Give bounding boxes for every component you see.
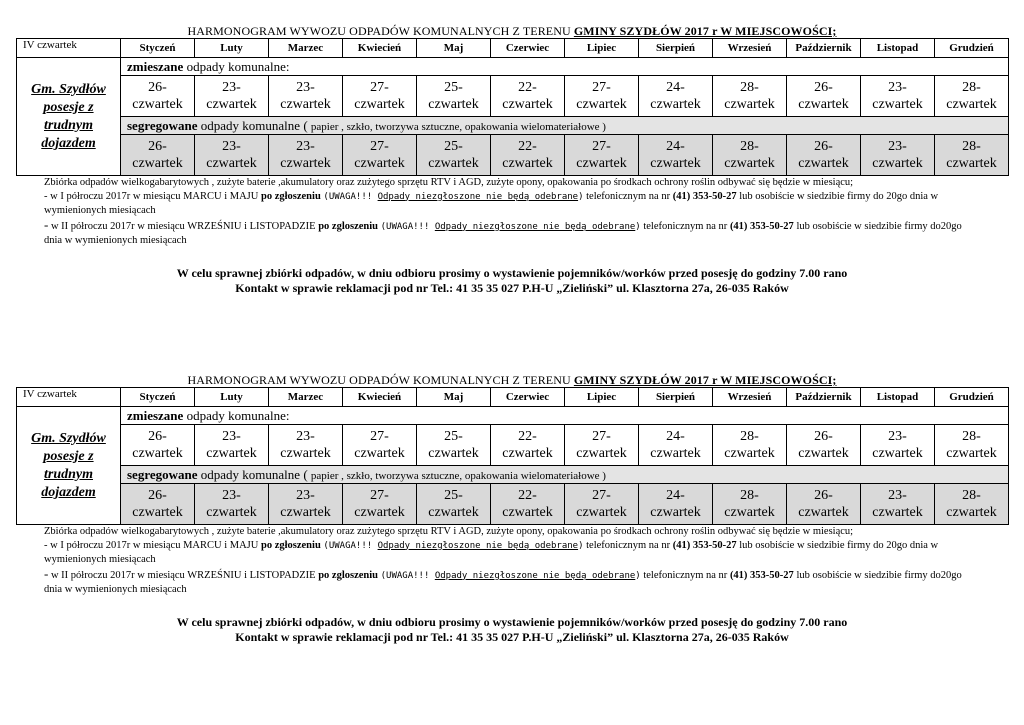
pickup-date-cell [787,76,861,117]
second-half-tail: lub osobiście w siedzibie firmy do20go dnia w wymienionych miesiącach [44,220,962,246]
pickup-day: 28- [962,429,981,444]
pickup-weekday: czwartek [798,505,849,520]
pickup-day: 27- [592,429,611,444]
phone-number: (41) 353-50-27 [729,569,794,581]
pickup-weekday: czwartek [724,97,775,112]
warning-prefix: (UWAGA!!! [323,540,378,551]
pickup-date-cell [121,135,195,176]
pickup-date-cell [417,76,491,117]
warning-text [323,541,583,551]
pickup-day: 26- [814,429,833,444]
pickup-date-cell [269,135,343,176]
month-header: Czerwiec [491,39,565,58]
first-half-note [44,539,968,567]
pickup-date-cell [417,135,491,176]
pickup-day: 25- [444,80,463,95]
pickup-date-cell [639,135,713,176]
title-municipality: GMINY SZYDŁÓW 2017 r W MIEJSCOWOŚCI; [573,373,837,387]
first-half-tail: lub osobiście w siedzibie firmy do 20go dnia w wymienionych miesiącach [44,190,939,216]
pickup-date-cell [861,76,935,117]
locality-name [17,407,121,525]
pickup-day: 23- [222,429,241,444]
pickup-day: 28- [962,139,981,154]
contact-info [16,266,1008,296]
pickup-weekday: czwartek [650,446,701,461]
segregated-waste-dates-row [17,135,1009,176]
schedule-title [16,373,1008,387]
pickup-date-cell [491,135,565,176]
warning-prefix: (UWAGA!!! [323,191,378,202]
contact-info [16,615,1008,645]
pickup-weekday: czwartek [724,505,775,520]
pickup-weekday: czwartek [206,156,257,171]
bulky-waste-intro: Zbiórka odpadów wielkogabarytowych , zużyte baterie ,akumulatory oraz zużytego sprzętu RTV i AGD, zużyte opony, opakowania po środkach ochrony roślin odbywać się będzie w miesiącu; [44,526,854,537]
pickup-day: 22- [518,429,537,444]
pickup-date-cell [195,425,269,466]
pickup-date-cell [343,484,417,525]
month-header: Wrzesień [713,39,787,58]
pickup-date-cell [713,425,787,466]
pickup-day: 23- [296,429,315,444]
pickup-date-cell [343,76,417,117]
second-half-request: po zgloszeniu [318,220,378,232]
pickup-date-cell [269,484,343,525]
pickup-date-cell [195,135,269,176]
segregated-waste-term: segregowane [127,466,198,482]
pickup-weekday: czwartek [872,505,923,520]
warning-prefix: (UWAGA!!! [380,221,435,232]
pickup-weekday: czwartek [280,156,331,171]
pickup-date-cell [787,135,861,176]
pickup-day: 28- [740,488,759,503]
pickup-date-cell [935,76,1009,117]
pickup-day: 23- [888,139,907,154]
second-half-text: w II półroczu 2017r w miesiącu WRZEŚNIU i LISTOPADZIE [48,220,319,232]
mixed-waste-label [121,58,1009,76]
pickup-day: 27- [592,80,611,95]
pickup-day: 23- [296,488,315,503]
pickup-day: 24- [666,139,685,154]
second-half-note: - w II półroczu 2017r w miesiącu WRZEŚNIU i LISTOPADZIE po zgloszeniu (UWAGA!!! Odpady niezgłoszone nie będą odebrane) telefonicznym na nr (41) 353-50-27 lub osobiście w siedzibie firmy do20go dnia w wymienionych miesiącach [44,565,962,595]
month-header: Styczeń [121,388,195,407]
pickup-weekday: czwartek [502,156,553,171]
warning-text [381,222,641,232]
pickup-date-cell [417,484,491,525]
pickup-date-cell [195,484,269,525]
pickup-day: 22- [518,488,537,503]
pickup-day: 27- [370,139,389,154]
pickup-weekday: czwartek [724,156,775,171]
warning-message: Odpady niezgłoszone nie będą odebrane [434,570,636,581]
pickup-weekday: czwartek [206,505,257,520]
month-header: Marzec [269,39,343,58]
month-header: Sierpień [639,39,713,58]
pickup-date-cell [639,484,713,525]
pickup-date-cell [935,135,1009,176]
title-prefix: HARMONOGRAM WYWOZU ODPADÓW KOMUNALNYCH Z TERENU [187,24,574,38]
pickup-day: 27- [592,488,611,503]
second-half-text: w II półroczu 2017r w miesiącu WRZEŚNIU i LISTOPADZIE [48,569,319,581]
warning-message: Odpady niezgłoszone nie będą odebrane [377,540,579,551]
segregated-waste-term: segregowane [127,117,198,133]
warning-message: Odpady niezgłoszone nie będą odebrane [434,221,636,232]
pickup-day: 26- [148,429,167,444]
month-header: Styczeń [121,39,195,58]
pickup-date-cell [269,425,343,466]
segregated-waste-label [121,466,1009,484]
month-header: Maj [417,388,491,407]
pickup-date-cell [121,484,195,525]
bin-placement-notice: W celu sprawnej zbiórki odpadów, w dniu odbioru prosimy o wystawienie pojemników/worków przed posesję do godziny 7.00 rano [176,265,848,280]
month-header: Grudzień [935,39,1009,58]
pickup-date-cell [713,76,787,117]
title-prefix: HARMONOGRAM WYWOZU ODPADÓW KOMUNALNYCH Z TERENU [187,373,574,387]
pickup-date-cell [343,425,417,466]
pickup-date-cell [195,76,269,117]
segregated-waste-types: papier , szkło, tworzywa sztuczne, opakowania wielomateriałowe ) [310,120,606,133]
pickup-weekday: czwartek [428,97,479,112]
first-half-request: po zgłoszeniu [260,190,321,202]
pickup-weekday: czwartek [798,156,849,171]
pickup-weekday: czwartek [650,505,701,520]
pickup-date-cell [565,135,639,176]
pickup-date-cell [639,76,713,117]
month-header: Luty [195,39,269,58]
mixed-waste-rest: odpady komunalne: [183,58,290,74]
locality-line: posesje z [43,99,94,115]
pickup-date-cell [935,484,1009,525]
pickup-date-cell [787,425,861,466]
month-header: Listopad [861,39,935,58]
month-header: Czerwiec [491,388,565,407]
pickup-weekday: czwartek [132,156,183,171]
pickup-date-cell [343,135,417,176]
pickup-weekday: czwartek [576,156,627,171]
pickup-day: 28- [962,488,981,503]
pickup-weekday: czwartek [872,97,923,112]
schedule-block-1 [16,24,1008,296]
month-header: Luty [195,388,269,407]
pickup-weekday: czwartek [280,97,331,112]
mixed-waste-category-row [17,407,1009,425]
phone-intro: telefonicznym na nr [640,569,730,581]
month-header: Listopad [861,388,935,407]
pickup-day: 23- [222,488,241,503]
pickup-weekday: czwartek [576,505,627,520]
phone-intro: telefonicznym na nr [583,190,673,202]
month-header: Sierpień [639,388,713,407]
pickup-date-cell [565,484,639,525]
locality-line: dojazdem [41,135,96,151]
pickup-weekday: czwartek [132,446,183,461]
month-header: Marzec [269,388,343,407]
pickup-date-cell [491,425,565,466]
pickup-weekday: czwartek [946,97,997,112]
mixed-waste-rest: odpady komunalne: [183,407,290,423]
first-half-request: po zgłoszeniu [260,539,321,551]
pickup-day: 26- [148,488,167,503]
month-header: Wrzesień [713,388,787,407]
pickup-date-cell [121,76,195,117]
pickup-date-cell [713,135,787,176]
header-row [17,388,1009,407]
pickup-weekday: czwartek [132,505,183,520]
pickup-day: 28- [962,80,981,95]
pickup-date-cell [269,76,343,117]
pickup-weekday: czwartek [650,156,701,171]
schedule-block-2 [16,373,1008,645]
pickup-day: 27- [370,488,389,503]
locality-line: trudnym [43,466,93,482]
schedule-table [16,387,1009,525]
pickup-date-cell [565,425,639,466]
pickup-day: 28- [740,80,759,95]
pickup-day: 24- [666,488,685,503]
locality-line: dojazdem [41,484,96,500]
pickup-day: 25- [444,488,463,503]
pickup-day: 26- [814,139,833,154]
pickup-day: 23- [296,139,315,154]
pickup-date-cell [861,135,935,176]
pickup-weekday: czwartek [354,505,405,520]
locality-line: trudnym [43,117,93,133]
pickup-date-cell [935,425,1009,466]
pickup-day: 25- [444,429,463,444]
pickup-day: 25- [444,139,463,154]
pickup-day: 23- [296,80,315,95]
warning-suffix: ) [578,540,584,551]
segregated-waste-label [121,117,1009,135]
pickup-weekday: czwartek [502,97,553,112]
pickup-weekday: czwartek [354,97,405,112]
warning-suffix: ) [578,191,584,202]
locality-line: posesje z [43,448,94,464]
title-municipality: GMINY SZYDŁÓW 2017 r W MIEJSCOWOŚCI; [573,24,837,38]
pickup-day: 24- [666,80,685,95]
pickup-day: 26- [148,139,167,154]
month-header: Kwiecień [343,388,417,407]
complaints-contact: Kontakt w sprawie reklamacji pod nr Tel.: 41 35 35 027 P.H-U „Zieliński” ul. Klasztorna 27a, 26-035 Raków [235,280,789,295]
pickup-weekday: czwartek [280,505,331,520]
month-header: Październik [787,388,861,407]
bin-placement-notice: W celu sprawnej zbiórki odpadów, w dniu odbioru prosimy o wystawienie pojemników/worków przed posesję do godziny 7.00 rano [176,614,848,629]
second-half-tail: lub osobiście w siedzibie firmy do20go dnia w wymienionych miesiącach [44,569,962,595]
pickup-weekday: czwartek [946,505,997,520]
segregated-waste-category-row [17,117,1009,135]
month-header: Grudzień [935,388,1009,407]
phone-number: (41) 353-50-27 [729,220,794,232]
bulky-waste-notes [16,176,1008,248]
second-half-request: po zgloszeniu [318,569,378,581]
pickup-day: 27- [370,429,389,444]
pickup-day: 27- [370,80,389,95]
segregated-waste-rest: odpady komunalne ( [197,466,311,482]
pickup-weekday: czwartek [724,446,775,461]
pickup-weekday: czwartek [946,446,997,461]
day-label: IV czwartek [17,39,121,58]
first-half-text: - w I półroczu 2017r w miesiącu MARCU i MAJU [44,539,261,551]
pickup-date-cell [787,484,861,525]
pickup-day: 23- [888,488,907,503]
pickup-date-cell [861,484,935,525]
phone-number: (41) 353-50-27 [672,190,737,202]
pickup-day: 22- [518,139,537,154]
pickup-day: 24- [666,429,685,444]
warning-prefix: (UWAGA!!! [380,570,435,581]
month-header: Lipiec [565,388,639,407]
phone-intro: telefonicznym na nr [640,220,730,232]
pickup-weekday: czwartek [872,156,923,171]
mixed-waste-term: zmieszane [127,407,184,423]
phone-intro: telefonicznym na nr [583,539,673,551]
pickup-weekday: czwartek [428,505,479,520]
mixed-waste-label [121,407,1009,425]
segregated-waste-types: papier , szkło, tworzywa sztuczne, opakowania wielomateriałowe ) [310,469,606,482]
segregated-waste-dates-row [17,484,1009,525]
mixed-waste-category-row [17,58,1009,76]
pickup-day: 28- [740,139,759,154]
warning-suffix: ) [635,570,641,581]
first-half-tail: lub osobiście w siedzibie firmy do 20go dnia w wymienionych miesiącach [44,539,939,565]
pickup-weekday: czwartek [280,446,331,461]
bulky-waste-intro: Zbiórka odpadów wielkogabarytowych , zużyte baterie ,akumulatory oraz zużytego sprzętu RTV i AGD, zużyte opony, opakowania po środkach ochrony roślin odbywać się będzie w miesiącu; [44,177,854,188]
pickup-weekday: czwartek [946,156,997,171]
schedule-title [16,24,1008,38]
pickup-date-cell [121,425,195,466]
month-header: Kwiecień [343,39,417,58]
warning-suffix: ) [635,221,641,232]
pickup-weekday: czwartek [354,156,405,171]
pickup-day: 23- [222,139,241,154]
phone-number: (41) 353-50-27 [672,539,737,551]
locality-line: Gm. Szydłów [31,430,106,446]
pickup-day: 23- [888,80,907,95]
header-row [17,39,1009,58]
pickup-date-cell [861,425,935,466]
mixed-waste-dates-row [17,425,1009,466]
bulky-waste-notes [16,525,1008,597]
day-label: IV czwartek [17,388,121,407]
pickup-weekday: czwartek [354,446,405,461]
pickup-weekday: czwartek [428,156,479,171]
pickup-day: 23- [222,80,241,95]
warning-message: Odpady niezgłoszone nie będą odebrane [377,191,579,202]
month-header: Październik [787,39,861,58]
pickup-weekday: czwartek [872,446,923,461]
locality-line: Gm. Szydłów [31,81,106,97]
pickup-day: 28- [740,429,759,444]
pickup-weekday: czwartek [206,446,257,461]
pickup-day: 23- [888,429,907,444]
mixed-waste-dates-row [17,76,1009,117]
complaints-contact: Kontakt w sprawie reklamacji pod nr Tel.: 41 35 35 027 P.H-U „Zieliński” ul. Klasztorna 27a, 26-035 Raków [235,629,789,644]
warning-text [381,571,641,581]
pickup-date-cell [491,484,565,525]
pickup-day: 26- [814,488,833,503]
pickup-day: 22- [518,80,537,95]
pickup-weekday: czwartek [428,446,479,461]
locality-name [17,58,121,176]
month-header: Maj [417,39,491,58]
segregated-waste-category-row [17,466,1009,484]
pickup-date-cell [713,484,787,525]
second-half-note: - w II półroczu 2017r w miesiącu WRZEŚNIU i LISTOPADZIE po zgloszeniu (UWAGA!!! Odpady niezgłoszone nie będą odebrane) telefonicznym na nr (41) 353-50-27 lub osobiście w siedzibie firmy do20go dnia w wymienionych miesiącach [44,216,962,246]
segregated-waste-rest: odpady komunalne ( [197,117,311,133]
pickup-day: 26- [814,80,833,95]
pickup-weekday: czwartek [798,446,849,461]
first-half-text: - w I półroczu 2017r w miesiącu MARCU i MAJU [44,190,261,202]
pickup-date-cell [417,425,491,466]
pickup-weekday: czwartek [576,97,627,112]
first-half-note [44,190,968,218]
mixed-waste-term: zmieszane [127,58,184,74]
pickup-weekday: czwartek [576,446,627,461]
warning-text [323,192,583,202]
pickup-weekday: czwartek [502,446,553,461]
schedule-table [16,38,1009,176]
month-header: Lipiec [565,39,639,58]
pickup-date-cell [639,425,713,466]
pickup-date-cell [565,76,639,117]
pickup-weekday: czwartek [798,97,849,112]
pickup-day: 27- [592,139,611,154]
pickup-weekday: czwartek [132,97,183,112]
pickup-weekday: czwartek [650,97,701,112]
pickup-weekday: czwartek [206,97,257,112]
pickup-date-cell [491,76,565,117]
pickup-day: 26- [148,80,167,95]
pickup-weekday: czwartek [502,505,553,520]
